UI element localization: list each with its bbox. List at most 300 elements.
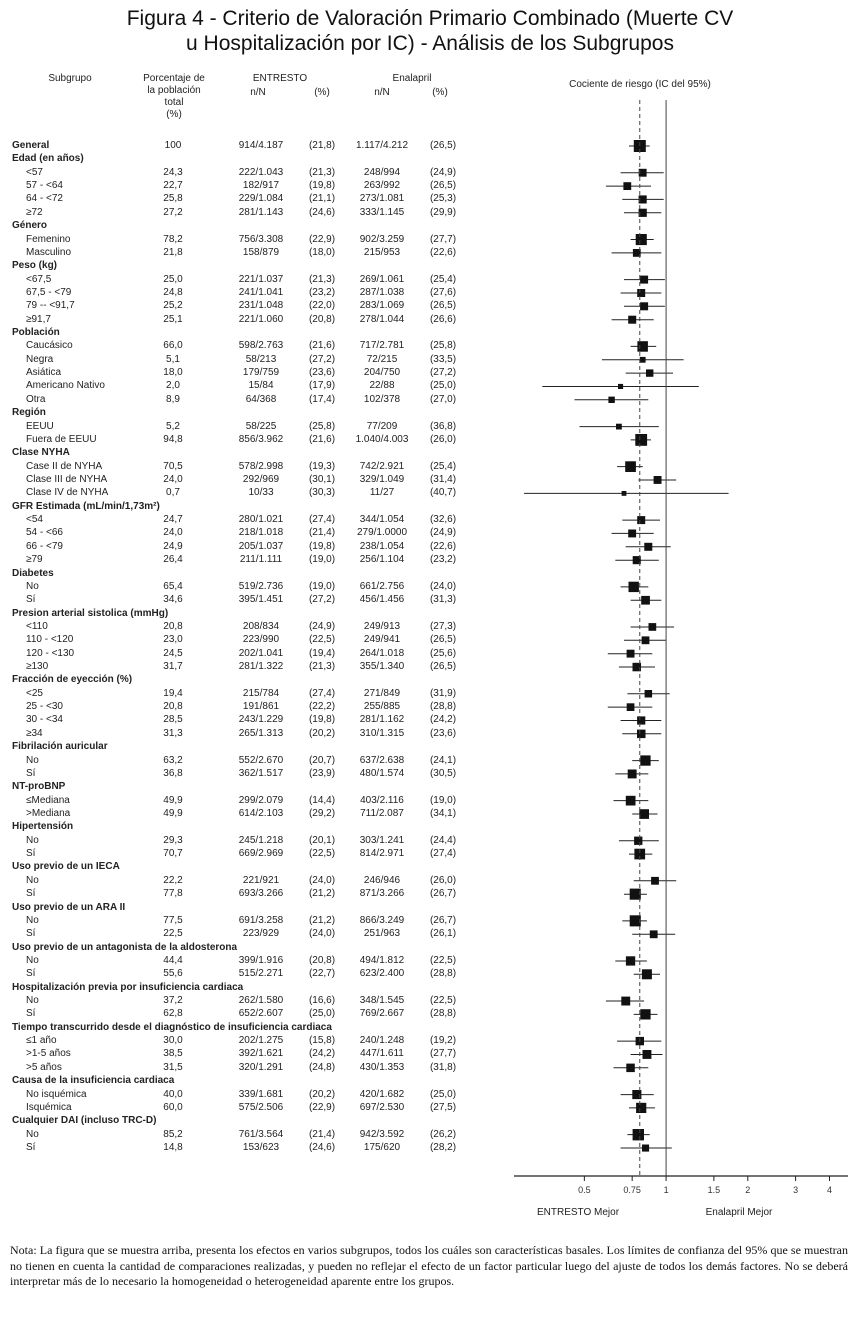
subgroup-label: Negra [26, 353, 54, 365]
population-pct-value: 60,0 [163, 1101, 183, 1113]
population-pct-value: 55,6 [163, 968, 183, 980]
entresto-nn-value: 575/2.506 [238, 1101, 284, 1113]
population-pct-value: 31,7 [163, 661, 183, 673]
entresto-nn-value: 652/2.607 [238, 1008, 284, 1020]
hazard-ratio-point [642, 636, 650, 644]
entresto-nn-value: 691/3.258 [238, 914, 284, 926]
population-pct-value: 26,4 [163, 554, 183, 566]
entresto-nn-value: 222/1.043 [238, 166, 284, 178]
population-pct-value: 34,6 [163, 594, 183, 606]
enalapril-pct-value: (26,5) [429, 140, 457, 151]
subgroup-category-label: Fibrilación auricular [12, 741, 108, 753]
entresto-nn-value: 395/1.451 [238, 594, 284, 606]
enalapril-nn-value: 238/1.054 [359, 540, 405, 552]
entresto-pct-value: (24,6) [308, 1142, 336, 1153]
population-pct-value: 49,9 [163, 794, 183, 806]
subgroup-label: No [26, 954, 39, 966]
entresto-pct-value: (22,9) [308, 1101, 336, 1113]
enalapril-nn-value: 348/1.545 [359, 995, 405, 1007]
entresto-pct-value: (19,8) [308, 180, 336, 192]
population-pct-value: 24,3 [163, 166, 183, 178]
entresto-nn-value: 392/1.621 [238, 1048, 284, 1060]
entresto-nn-value: 281/1.322 [238, 661, 284, 673]
subgroup-category-label: Uso previo de un IECA [12, 861, 120, 873]
enalapril-pct-value: (19,0) [429, 794, 457, 806]
subgroup-label: ≥34 [26, 727, 43, 739]
population-pct-value: 31,5 [163, 1061, 183, 1073]
subgroup-label: Sí [26, 1008, 36, 1020]
hazard-ratio-point [637, 341, 648, 352]
hazard-ratio-point [628, 316, 636, 324]
hazard-ratio-point [649, 623, 657, 631]
enalapril-nn-value: 942/3.592 [359, 1128, 405, 1140]
subgroup-category-label: Clase NYHA [12, 447, 70, 459]
population-pct-header-line-3: total [164, 97, 184, 108]
enalapril-nn-header: n/N [374, 87, 390, 98]
enalapril-nn-value: 430/1.353 [359, 1061, 405, 1073]
enalapril-nn-value: 902/3.259 [359, 233, 405, 245]
enalapril-nn-value: 637/2.638 [359, 754, 405, 766]
entresto-nn-value: 202/1.275 [238, 1035, 284, 1047]
subgroup-label: Caucásico [26, 340, 73, 352]
subgroup-label: 110 - <120 [26, 634, 74, 646]
population-pct-value: 70,7 [163, 848, 183, 860]
hazard-ratio-point [642, 1145, 649, 1152]
entresto-nn-value: 299/2.079 [238, 794, 284, 806]
subgroup-label: No [26, 1128, 39, 1140]
population-pct-value: 14,8 [163, 1142, 183, 1153]
subgroup-label: Sí [26, 888, 36, 900]
entresto-pct-value: (24,0) [308, 874, 336, 886]
subgroup-label: No [26, 874, 39, 886]
hazard-ratio-point [641, 596, 650, 605]
population-pct-value: 28,5 [163, 714, 183, 726]
enalapril-nn-value: 273/1.081 [359, 193, 405, 205]
entresto-pct-value: (20,8) [308, 313, 336, 325]
entresto-nn-value: 221/1.060 [238, 313, 284, 325]
subgroup-label: Sí [26, 968, 36, 980]
enalapril-nn-value: 456/1.456 [359, 594, 405, 606]
subgroup-label: ≥91,7 [26, 313, 51, 325]
entresto-pct-value: (21,3) [308, 661, 336, 673]
entresto-pct-value: (19,8) [308, 714, 336, 726]
entresto-pct-value: (20,2) [308, 727, 336, 739]
population-pct-value: 49,9 [163, 808, 183, 819]
subgroup-category-label: Presion arterial sistolica (mmHg) [12, 607, 169, 619]
enalapril-nn-value: 22/88 [369, 380, 395, 392]
x-axis-tick-label: 1.5 [707, 1185, 721, 1195]
enalapril-nn-value: 278/1.044 [359, 313, 405, 325]
enalapril-pct-value: (19,2) [429, 1035, 457, 1047]
enalapril-pct-value: (25,0) [429, 1088, 457, 1100]
population-pct-value: 77,5 [163, 914, 183, 926]
subgroup-label: No [26, 914, 39, 926]
entresto-pct-value: (19,0) [308, 554, 336, 566]
hazard-ratio-point [644, 543, 652, 551]
footnote: Nota: La figura que se muestra arriba, presenta los efectos en varios subgrupos, todos los cuáles son características basales. Los límites de confianza del 95% que se muestran no tienen en cuenta la cantidad de comparaciones realizadas, y pueden no reflejar el efecto de un factor particular luego del ajuste de todos los demás factores. No se deberá interpretar más de lo necesario la homogeneidad o heterogeneidad aparente entre los grupos. [10, 1243, 848, 1288]
enalapril-pct-value: (27,2) [429, 367, 457, 379]
enalapril-pct-value: (25,6) [429, 647, 457, 659]
subgroup-label: ≥130 [26, 661, 49, 673]
subgroup-header: Subgrupo [48, 73, 92, 84]
population-pct-value: 24,0 [163, 474, 183, 485]
enalapril-pct-value: (25,8) [429, 340, 457, 352]
hazard-ratio-point [642, 969, 652, 979]
population-pct-value: 5,2 [166, 420, 180, 432]
entresto-pct-value: (22,0) [308, 300, 336, 312]
population-pct-value: 25,8 [163, 193, 183, 205]
population-pct-value: 25,0 [163, 273, 183, 285]
population-pct-value: 29,3 [163, 834, 183, 846]
subgroup-label: <110 [26, 620, 48, 632]
enalapril-nn-value: 72/215 [366, 353, 398, 365]
subgroup-label: No isquémica [26, 1088, 87, 1100]
enalapril-nn-value: 249/913 [363, 620, 401, 632]
entresto-pct-value: (22,2) [308, 701, 336, 713]
entresto-nn-value: 265/1.313 [238, 727, 284, 739]
subgroup-category-label: Hospitalización previa por insuficiencia cardiaca [12, 981, 244, 993]
enalapril-pct-value: (22,5) [429, 995, 457, 1007]
x-axis-tick-label: 0.5 [578, 1185, 591, 1195]
hazard-ratio-point [636, 234, 647, 245]
population-pct-value: 22,2 [163, 874, 183, 886]
subgroup-label: Sí [26, 848, 36, 860]
population-pct-value: 85,2 [163, 1128, 183, 1140]
population-pct-value: 19,4 [163, 687, 183, 699]
x-axis-tick-label: 1 [663, 1185, 669, 1195]
hazard-ratio-point [627, 650, 635, 658]
enalapril-nn-value: 1.040/4.003 [355, 433, 409, 445]
entresto-pct-value: (23,9) [308, 767, 336, 779]
enalapril-pct-value: (27,6) [429, 286, 457, 298]
entresto-nn-value: 756/3.308 [238, 233, 284, 245]
hazard-ratio-point [616, 424, 622, 430]
enalapril-nn-value: 329/1.049 [359, 474, 405, 485]
enalapril-nn-value: 281/1.162 [359, 714, 405, 726]
subgroup-category-label: Causa de la insuficiencia cardiaca [12, 1075, 175, 1087]
enalapril-pct-value: (25,4) [429, 273, 457, 285]
enalapril-nn-value: 11/27 [369, 487, 395, 499]
population-pct-value: 5,1 [166, 353, 180, 365]
hazard-ratio-point [628, 770, 637, 779]
population-pct-value: 23,0 [163, 634, 183, 646]
entresto-nn-value: 208/834 [242, 620, 280, 632]
enalapril-nn-value: 256/1.104 [359, 554, 405, 566]
entresto-nn-value: 399/1.916 [238, 954, 284, 966]
hazard-ratio-point [639, 809, 649, 819]
enalapril-pct-header: (%) [432, 87, 448, 98]
enalapril-pct-value: (26,5) [429, 300, 457, 312]
subgroup-label: 79 -- <91,7 [26, 300, 75, 312]
enalapril-pct-value: (34,1) [429, 808, 457, 819]
population-pct-value: 78,2 [163, 233, 183, 245]
enalapril-pct-value: (26,1) [429, 928, 457, 940]
enalapril-pct-value: (27,7) [429, 233, 457, 245]
entresto-nn-value: 362/1.517 [238, 767, 284, 779]
entresto-nn-value: 519/2.736 [238, 580, 284, 592]
hazard-ratio-point [621, 997, 630, 1006]
hazard-ratio-point [629, 582, 639, 592]
enalapril-pct-value: (23,2) [429, 554, 457, 566]
entresto-nn-value: 320/1.291 [238, 1061, 284, 1073]
entresto-pct-value: (21,4) [308, 527, 336, 539]
enalapril-nn-value: 742/2.921 [359, 460, 405, 472]
entresto-pct-value: (22,7) [308, 968, 336, 980]
entresto-pct-value: (22,5) [308, 848, 336, 860]
enalapril-nn-value: 769/2.667 [359, 1008, 405, 1020]
hazard-ratio-point [636, 1103, 646, 1113]
enalapril-pct-value: (31,3) [429, 594, 457, 606]
enalapril-pct-value: (33,5) [429, 353, 457, 365]
entresto-nn-value: 179/759 [242, 367, 280, 379]
entresto-better-label: ENTRESTO Mejor [536, 1207, 620, 1218]
entresto-nn-value: 205/1.037 [238, 540, 284, 552]
entresto-pct-value: (23,6) [308, 367, 336, 379]
entresto-pct-value: (21,2) [308, 914, 336, 926]
population-pct-value: 8,9 [166, 393, 180, 405]
hazard-ratio-point [628, 530, 636, 538]
enalapril-pct-value: (26,6) [429, 313, 457, 325]
overall-label: General [12, 140, 50, 151]
enalapril-pct-value: (29,9) [429, 206, 457, 218]
subgroup-category-label: GFR Estimada (mL/min/1,73m²) [12, 500, 160, 512]
enalapril-nn-value: 269/1.061 [359, 273, 405, 285]
subgroup-label: Otra [26, 393, 46, 405]
population-pct-value: 24,7 [163, 514, 183, 526]
entresto-pct-value: (27,2) [308, 594, 336, 606]
population-pct-value: 24,5 [163, 647, 183, 659]
enalapril-pct-value: (25,4) [429, 460, 457, 472]
population-pct-value: 2,0 [166, 380, 180, 392]
subgroup-category-label: Uso previo de un antagonista de la aldosterona [12, 941, 238, 953]
hazard-ratio-header: Cociente de riesgo (IC del 95%) [569, 79, 711, 90]
subgroup-label: <57 [26, 166, 43, 178]
population-pct-value: 38,5 [163, 1048, 183, 1060]
entresto-pct-value: (21,2) [308, 888, 336, 900]
enalapril-pct-value: (30,5) [429, 767, 457, 779]
hazard-ratio-point [640, 357, 646, 363]
enalapril-pct-value: (32,6) [429, 514, 457, 526]
entresto-nn-value: 669/2.969 [238, 848, 284, 860]
enalapril-nn-value: 283/1.069 [359, 300, 405, 312]
enalapril-better-label: Enalapril Mejor [705, 1207, 773, 1218]
entresto-nn-value: 191/861 [242, 701, 280, 713]
subgroup-label: 66 - <79 [26, 540, 63, 552]
population-pct-header-line-1: Porcentaje de [143, 73, 205, 84]
hazard-ratio-point [625, 461, 636, 472]
enalapril-nn-value: 310/1.315 [359, 727, 405, 739]
hazard-ratio-point [637, 716, 645, 724]
enalapril-nn-value: 77/209 [366, 420, 398, 432]
entresto-pct-value: (24,6) [308, 206, 336, 218]
entresto-nn-value: 281/1.143 [238, 206, 284, 218]
hazard-ratio-point [635, 434, 647, 446]
entresto-nn-value: 215/784 [242, 687, 280, 699]
enalapril-nn-value: 420/1.682 [359, 1088, 405, 1100]
entresto-nn-value: 64/368 [245, 393, 277, 405]
entresto-nn-value: 231/1.048 [238, 300, 284, 312]
population-pct-value: 25,2 [163, 300, 183, 312]
entresto-nn-value: 223/929 [242, 928, 280, 940]
enalapril-nn-value: 102/378 [363, 393, 401, 405]
hazard-ratio-point [630, 915, 641, 926]
entresto-pct-value: (24,2) [308, 1048, 336, 1060]
subgroup-label: 64 - <72 [26, 193, 63, 205]
enalapril-nn-value: 251/963 [363, 928, 401, 940]
enalapril-nn-value: 480/1.574 [359, 767, 405, 779]
entresto-nn-value: 515/2.271 [238, 968, 284, 980]
enalapril-pct-value: (31,4) [429, 474, 457, 485]
enalapril-nn-value: 204/750 [363, 367, 401, 379]
population-pct-value: 27,2 [163, 206, 183, 218]
enalapril-nn-value: 717/2.781 [359, 340, 405, 352]
entresto-pct-value: (27,4) [308, 687, 336, 699]
population-pct-value: 40,0 [163, 1088, 183, 1100]
enalapril-nn-value: 303/1.241 [359, 834, 405, 846]
subgroup-label: ≥72 [26, 206, 43, 218]
enalapril-nn-value: 697/2.530 [359, 1101, 405, 1113]
x-axis-tick-label: 2 [745, 1185, 751, 1195]
enalapril-nn-value: 333/1.145 [359, 206, 405, 218]
figure-title-line-1: Figura 4 - Criterio de Valoración Primario Combinado (Muerte CV [126, 7, 734, 30]
hazard-ratio-point [651, 877, 659, 885]
enalapril-nn-value: 246/946 [363, 874, 401, 886]
enalapril-pct-value: (27,7) [429, 1048, 457, 1060]
population-pct-value: 70,5 [163, 460, 183, 472]
population-pct-value: 20,8 [163, 701, 183, 713]
enalapril-nn-value: 355/1.340 [359, 661, 405, 673]
hazard-ratio-point [626, 1064, 635, 1073]
hazard-ratio-point [622, 491, 627, 496]
entresto-header: ENTRESTO [252, 73, 308, 84]
subgroup-label: Sí [26, 594, 36, 606]
subgroup-label: >1-5 años [26, 1048, 71, 1060]
population-pct-value: 22,5 [163, 928, 183, 940]
enalapril-header: Enalapril [392, 73, 432, 84]
subgroup-label: Clase IV de NYHA [26, 487, 109, 499]
entresto-nn-value: 914/4.187 [238, 140, 284, 151]
subgroup-category-label: Peso (kg) [12, 260, 58, 272]
hazard-ratio-point [645, 690, 653, 698]
enalapril-nn-value: 279/1.0000 [356, 527, 408, 539]
enalapril-pct-value: (31,9) [429, 687, 457, 699]
entresto-pct-value: (21,1) [308, 193, 336, 205]
subgroup-label: 30 - <34 [26, 714, 63, 726]
entresto-pct-value: (25,8) [308, 420, 336, 432]
population-pct-value: 36,8 [163, 767, 183, 779]
population-pct-value: 24,9 [163, 540, 183, 552]
hazard-ratio-point [633, 1129, 644, 1140]
subgroup-category-label: Diabetes [12, 567, 54, 579]
entresto-nn-value: 280/1.021 [238, 514, 284, 526]
enalapril-pct-value: (40,7) [429, 487, 457, 499]
entresto-pct-value: (17,4) [308, 393, 336, 405]
population-pct-header-line-4: (%) [166, 109, 182, 120]
entresto-pct-value: (21,6) [308, 340, 336, 352]
hazard-ratio-point [646, 369, 653, 376]
entresto-pct-value: (30,3) [308, 487, 336, 499]
enalapril-pct-value: (26,2) [429, 1128, 457, 1140]
population-pct-value: 24,8 [163, 286, 183, 298]
subgroup-label: 120 - <130 [26, 647, 75, 659]
entresto-nn-value: 58/213 [245, 353, 277, 365]
enalapril-pct-value: (24,1) [429, 754, 457, 766]
enalapril-pct-value: (25,0) [429, 380, 457, 392]
entresto-pct-value: (27,2) [308, 353, 336, 365]
enalapril-pct-value: (26,7) [429, 888, 457, 900]
entresto-nn-value: 182/917 [242, 180, 280, 192]
hazard-ratio-point [643, 1050, 652, 1059]
subgroup-label: <25 [26, 687, 43, 699]
entresto-nn-value: 58/225 [245, 420, 277, 432]
subgroup-label: Femenino [26, 233, 71, 245]
entresto-nn-value: 339/1.681 [238, 1088, 284, 1100]
entresto-nn-value: 218/1.018 [238, 527, 284, 539]
hazard-ratio-point [640, 302, 648, 310]
enalapril-nn-value: 866/3.249 [359, 914, 405, 926]
entresto-nn-value: 153/623 [242, 1142, 280, 1153]
population-pct-value: 30,0 [163, 1035, 183, 1047]
entresto-nn-value: 221/921 [242, 874, 280, 886]
enalapril-nn-value: 175/620 [363, 1142, 401, 1153]
subgroup-label: 57 - <64 [26, 180, 63, 192]
population-pct-value: 22,7 [163, 180, 183, 192]
entresto-pct-value: (20,2) [308, 1088, 336, 1100]
x-axis-tick-label: 0.75 [623, 1185, 641, 1195]
subgroup-label: ≤1 año [26, 1035, 57, 1047]
hazard-ratio-point [608, 397, 614, 403]
enalapril-pct-value: (24,9) [429, 527, 457, 539]
population-pct-value: 65,4 [163, 580, 183, 592]
hazard-ratio-point [637, 289, 645, 297]
population-pct-value: 44,4 [163, 954, 183, 966]
entresto-nn-header: n/N [250, 87, 266, 98]
x-axis-tick-label: 4 [827, 1185, 833, 1195]
entresto-nn-value: 221/1.037 [238, 273, 284, 285]
entresto-pct-value: (24,9) [308, 620, 336, 632]
enalapril-pct-value: (26,0) [429, 433, 457, 445]
hazard-ratio-point [640, 755, 650, 765]
hazard-ratio-point [630, 889, 641, 900]
subgroup-label: Clase III de NYHA [26, 474, 108, 485]
entresto-pct-value: (21,8) [308, 140, 336, 151]
enalapril-nn-value: 403/2.116 [360, 794, 404, 806]
subgroup-label: Fuera de EEUU [26, 433, 97, 445]
entresto-pct-value: (24,0) [308, 928, 336, 940]
enalapril-nn-value: 623/2.400 [359, 968, 405, 980]
hazard-ratio-point [634, 837, 642, 845]
enalapril-pct-value: (28,8) [429, 701, 457, 713]
enalapril-pct-value: (27,4) [429, 848, 457, 860]
entresto-pct-value: (19,3) [308, 460, 336, 472]
subgroup-category-label: Género [12, 220, 48, 232]
enalapril-pct-value: (27,0) [429, 393, 457, 405]
population-pct-value: 0,7 [166, 487, 180, 499]
enalapril-nn-value: 447/1.611 [360, 1048, 404, 1060]
enalapril-nn-value: 494/1.812 [359, 954, 405, 966]
enalapril-pct-value: (26,5) [429, 180, 457, 192]
entresto-pct-value: (23,2) [308, 286, 336, 298]
entresto-nn-value: 245/1.218 [238, 834, 284, 846]
population-pct-value: 62,8 [163, 1008, 183, 1020]
subgroup-label: No [26, 834, 39, 846]
hazard-ratio-point [637, 516, 645, 524]
entresto-pct-value: (20,1) [308, 834, 336, 846]
enalapril-pct-value: (26,5) [429, 661, 457, 673]
subgroup-label: No [26, 754, 39, 766]
entresto-pct-value: (21,4) [308, 1128, 336, 1140]
hazard-ratio-point [623, 182, 631, 190]
